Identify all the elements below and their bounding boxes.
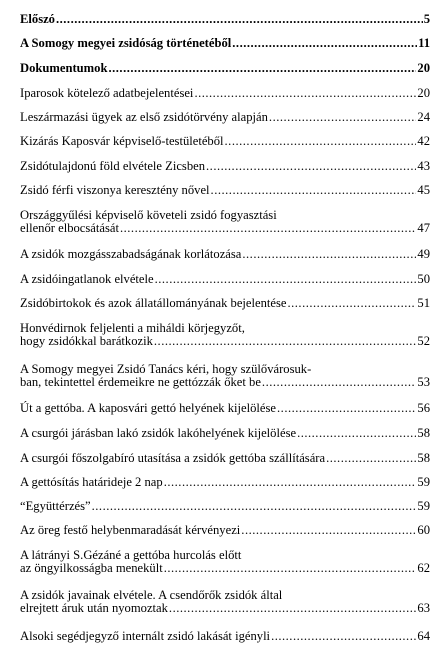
dot-leader	[225, 135, 417, 148]
toc-entry-page: 56	[417, 401, 430, 415]
dot-leader	[297, 427, 416, 440]
toc-entry	[20, 209, 430, 235]
dot-leader	[155, 273, 417, 286]
toc-entry-page: 62	[417, 561, 430, 575]
toc-entry	[20, 589, 430, 615]
toc-entry-title-line1: A látrányi S.Gézáné a gettóba hurcolás előtt	[20, 548, 242, 562]
toc-entry	[20, 630, 430, 643]
toc-entry	[20, 549, 430, 575]
toc-entry-title: ban, tekintettel érdemeikre ne gettózzák őket be	[20, 375, 261, 389]
toc-entry	[20, 184, 430, 197]
toc-entry-page: 45	[417, 183, 430, 197]
toc-entry-page: 58	[417, 451, 430, 465]
toc-entry	[20, 13, 430, 26]
toc-entry	[20, 476, 430, 489]
toc-entry-title: elrejtett áruk után nyomoztak	[20, 601, 168, 615]
toc-entry-page: 24	[417, 110, 430, 124]
toc-entry-title: Alsoki segédjegyző internált zsidó lakását igényli	[20, 629, 271, 643]
toc-entry	[20, 135, 430, 148]
toc-entry-title: Zsidó férfi viszonya keresztény nővel	[20, 183, 210, 197]
toc-entry	[20, 87, 430, 100]
dot-leader	[120, 222, 416, 235]
toc-entry-title: A csurgói főszolgabíró utasítása a zsidók gettóba szállítására	[20, 451, 326, 465]
toc-entry-title: Az öreg festő helybenmaradását kérvényezi	[20, 523, 241, 537]
toc-entry-title: “Együttérzés”	[20, 499, 91, 513]
toc-entry-page: 50	[417, 272, 430, 286]
toc-entry	[20, 402, 430, 415]
toc-entry-page: 11	[418, 36, 430, 50]
toc-entry	[20, 273, 430, 286]
toc-entry-page: 53	[417, 375, 430, 389]
dot-leader	[108, 62, 416, 75]
toc-entry-title: Zsidóbirtokok és azok állatállományának bejelentése	[20, 296, 287, 310]
toc-entry	[20, 297, 430, 310]
dot-leader	[271, 630, 416, 643]
dot-leader	[326, 452, 416, 465]
toc-entry-title: A gettósítás határideje 2 nap	[20, 475, 163, 489]
toc-entry-title: A zsidók mozgásszabadságának korlátozása	[20, 247, 242, 261]
toc-entry-page: 64	[417, 629, 430, 643]
toc-entry-title: az öngyilkosságba menekült	[20, 561, 163, 575]
dot-leader	[211, 184, 417, 197]
toc-entry-title: A Somogy megyei zsidóság történetéből	[20, 36, 232, 50]
toc-entry-title: Leszármazási ügyek az első zsidótörvény alapján	[20, 110, 268, 124]
toc-entry-page: 5	[423, 12, 430, 26]
dot-leader	[194, 87, 416, 100]
dot-leader	[287, 297, 416, 310]
toc-entry-title: Kizárás Kaposvár képviselő-testületéből	[20, 134, 224, 148]
toc-entry-page: 60	[417, 523, 430, 537]
toc-entry-page: 42	[417, 134, 430, 148]
toc-entry	[20, 500, 430, 513]
dot-leader	[232, 37, 417, 50]
dot-leader	[164, 476, 417, 489]
toc-entry-page: 43	[417, 159, 430, 173]
toc-entry-page: 52	[417, 334, 430, 348]
dot-leader	[241, 524, 416, 537]
toc-entry-page: 59	[417, 475, 430, 489]
toc-entry-title: A csurgói járásban lakó zsidók lakóhelyének kijelölése	[20, 426, 297, 440]
toc-entry-page: 58	[417, 426, 430, 440]
dot-leader	[262, 376, 416, 389]
toc-entry-title-line1: Honvédirnok feljelenti a miháldi körjegyzőt,	[20, 321, 245, 335]
toc-entry	[20, 62, 430, 75]
toc-entry	[20, 248, 430, 261]
dot-leader	[206, 160, 416, 173]
toc-entry-title-line1: Országgyűlési képviselő követeli zsidó fogyasztási	[20, 208, 277, 222]
dot-leader	[56, 13, 423, 26]
toc-entry-page: 49	[417, 247, 430, 261]
toc-entry-title: Zsidótulajdonú föld elvétele Zicsben	[20, 159, 206, 173]
toc-entry-title: Iparosok kötelező adatbejelentései	[20, 86, 194, 100]
toc-entry-page: 47	[417, 221, 430, 235]
toc-entry	[20, 524, 430, 537]
toc-entry	[20, 452, 430, 465]
dot-leader	[164, 562, 417, 575]
toc-entry	[20, 37, 430, 50]
toc-entry-title: hogy zsidókkal barátkozik	[20, 334, 153, 348]
toc-entry	[20, 111, 430, 124]
toc-entry-page: 20	[417, 86, 430, 100]
toc-entry-title: Előszó	[20, 12, 55, 26]
dot-leader	[269, 111, 416, 124]
toc-entry	[20, 322, 430, 348]
toc-entry-page: 51	[417, 296, 430, 310]
dot-leader	[277, 402, 416, 415]
toc-entry-page: 20	[417, 61, 430, 75]
toc-entry-page: 63	[417, 601, 430, 615]
toc-entry-title: A zsidóingatlanok elvétele	[20, 272, 154, 286]
toc-entry-title-line1: A zsidók javainak elvétele. A csendőrők zsidók által	[20, 588, 283, 602]
toc-entry-title-line1: A Somogy megyei Zsidó Tanács kéri, hogy szülővárosuk-	[20, 362, 312, 376]
dot-leader	[92, 500, 417, 513]
dot-leader	[169, 602, 416, 615]
toc-entry-title: Út a gettóba. A kaposvári gettó helyének kijelölése	[20, 401, 277, 415]
dot-leader	[242, 248, 416, 261]
toc-entry	[20, 363, 430, 389]
dot-leader	[154, 335, 417, 348]
toc-entry	[20, 160, 430, 173]
toc-entry-page: 59	[417, 499, 430, 513]
toc-entry	[20, 427, 430, 440]
toc-entry-title: Dokumentumok	[20, 61, 108, 75]
toc-entry-title: ellenőr elbocsátását	[20, 221, 119, 235]
